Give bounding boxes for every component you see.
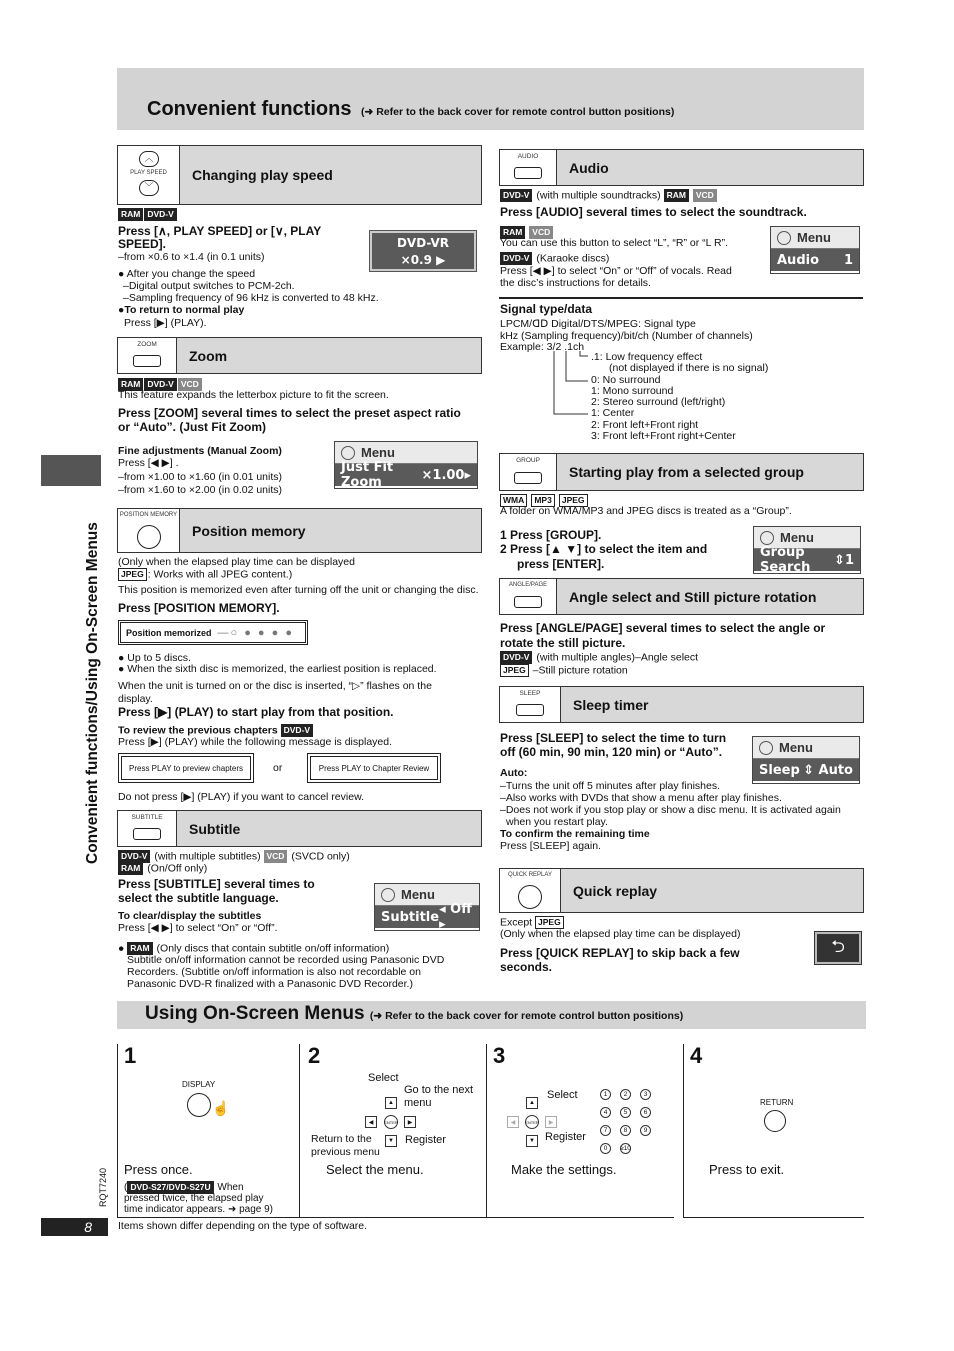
speed-note-1: ● After you change the speed [118,268,256,280]
subtitle-note-2: Subtitle on/off information cannot be recorded using Panasonic DVD [127,954,445,966]
signal-head: Signal type/data [500,302,593,316]
step-2-number: 2 [308,1043,321,1068]
angle-line-2: JPEG –Still picture rotation [500,664,628,677]
subtitle-button-image [118,811,177,846]
audio-dvd-line: DVD-V (Karaoke discs) [500,252,609,265]
zoom-button-shape [133,355,161,367]
numeric-keypad-icon: 1 2 3 4 5 6 7 8 9 0 ≥10 [600,1089,660,1154]
signal-line-3: Example: 3/2 .1ch [500,341,585,353]
group-button-shape [514,472,542,484]
sleep-instruction-2: off (60 min, 90 min, 120 min) or “Auto”. [500,745,723,759]
signal-item-2: 0: No surround [591,374,661,386]
subtitle-line-2: RAM (On/Off only) [118,862,207,875]
subtitle-osd: Menu Subtitle ◂ Off ▸ [374,883,480,931]
page-number: 8 [41,1218,108,1236]
audio-instruction: Press [AUDIO] several times to select the soundtrack. [500,205,807,219]
angle-line-1: DVD-V (with multiple angles)–Angle select [500,651,698,664]
position-indicator: Position memorized —○ ● ● ● ● [120,622,306,643]
signal-line-2: kHz (Sampling frequency)/bit/ch (Number of channels) [500,330,753,342]
step-1-number: 1 [124,1043,137,1068]
subtitle-clear-text: Press [◀ ▶] to select “On” or “Off”. [118,922,278,934]
section-play-speed [117,145,482,205]
step-2-caption: Select the menu. [326,1162,424,1177]
header-subtitle: (➜ Refer to the back cover for remote control button positions) [361,106,675,118]
group-step-1: 1 Press [GROUP]. [500,528,602,542]
position-instruction: Press [POSITION MEMORY]. [118,601,280,615]
signal-bracket-lines [550,351,595,419]
position-memory-title: Position memory [192,522,306,539]
sleep-auto-2: –Also works with DVDs that show a menu after play finishes. [500,792,782,804]
document-code: RQT7240 [98,1168,108,1208]
sleep-confirm-head: To confirm the remaining time [500,828,650,840]
audio-dvd-text-2: Press [◀ ▶] to select “On” or “Off” of vocals. Read [500,265,732,277]
position-line-3: This position is memorized even after turning off the unit or changing the disc. [118,584,479,596]
dpad-down-icon: ▼ [526,1135,538,1147]
quick-replay-label: QUICK REPLAY [508,872,552,878]
section-quick-replay [499,868,864,913]
step-3-register-label: Register [545,1131,586,1143]
step-1-note-2: pressed twice, the elapsed play [124,1193,264,1204]
review-message-2: Press PLAY to Chapter Review [310,756,438,780]
zoom-instruction-2: or “Auto”. (Just Fit Zoom) [118,420,266,434]
menu-icon [381,888,395,902]
dpad-up-icon: ▲ [385,1097,397,1109]
section-audio [499,149,864,186]
menu-icon [341,446,355,460]
sleep-button-image [500,687,561,722]
quick-instruction: Press [QUICK REPLAY] to skip back a few [500,946,740,960]
sleep-label: SLEEP [519,690,541,697]
section-position-memory [117,508,482,553]
dpad-right-icon: ▶ [404,1116,416,1128]
position-line-1: (Only when the elapsed play time can be displayed [118,556,355,568]
speed-return-head: ●To return to normal play [118,304,245,316]
play-speed-label: PLAY SPEED [130,170,167,176]
subtitle-clear-head: To clear/display the subtitles [118,910,262,922]
subtitle-instruction-2: select the subtitle language. [118,891,279,905]
audio-tags-2: RAM VCD [500,226,554,239]
hand-pointer-icon: ☝ [212,1100,230,1116]
divider [499,297,863,299]
quick-replay-button-image [500,869,561,912]
quick-line-1: Except JPEG [500,916,565,929]
review-or: or [273,762,283,774]
step-1-note-1: ( DVD-S27/DVD-S27U When [124,1182,244,1194]
angle-label: ANGLE/PAGE [508,582,548,588]
speed-osd-title: DVD-VR [396,236,450,250]
sidebar-marker [41,455,101,486]
audio-ram-text: You can use this button to select “L”, “R” or “L R”. [500,237,728,249]
section-zoom [117,337,482,374]
sleep-auto-4: when you restart play. [506,816,608,828]
return-button-label: RETURN [760,1098,794,1107]
subtitle-note-4: Panasonic DVD-R finalized with a Panasonic DVD Recorder.) [127,978,413,990]
signal-item-0: .1: Low frequency effect [591,351,703,363]
enter-button-icon: ENTER [384,1115,398,1129]
page-title: Convenient functions (➜ Refer to the back cover for remote control button positions) [147,98,675,120]
speed-note-3: –Sampling frequency of 96 kHz is converted to 48 kHz. [123,292,379,304]
subtitle-title: Subtitle [189,820,241,837]
position-memory-label: POSITION MEMORY [119,512,178,518]
sleep-auto-head: Auto: [500,767,528,779]
subtitle-note-1: ● RAM (Only discs that contain subtitle on/off information) [118,942,390,955]
quick-line-2: (Only when the elapsed play time can be displayed) [500,928,741,940]
audio-button-image [500,150,557,185]
sleep-instruction: Press [SLEEP] to select the time to turn [500,731,727,745]
angle-button-shape [514,596,542,608]
quick-replay-icon: ⮌ [815,932,861,964]
speed-range: –from ×0.6 to ×1.4 (in 0.1 units) [118,251,265,263]
dpad-left-icon: ◀ [365,1116,377,1128]
group-step-2: 2 Press [▲ ▼] to select the item and [500,542,708,556]
step-3-number: 3 [493,1043,506,1068]
step-4-caption: Press to exit. [709,1162,785,1177]
section-group [499,453,864,491]
speed-note-2: –Digital output switches to PCM-2ch. [123,280,295,292]
sleep-osd: Menu Sleep ⇕ Auto [752,736,860,784]
subtitle-button-shape [133,828,161,840]
enter-button-icon: ENTER [525,1115,539,1129]
group-title: Starting play from a selected group [569,464,804,480]
sleep-auto-3: –Does not work if you stop play or show a disc menu. It is activated again [500,804,841,816]
audio-osd: Menu Audio 1 [770,226,860,274]
group-osd: Menu Group Search ⇕1 [753,526,861,574]
speed-return-text: Press [▶] (PLAY). [124,317,207,329]
play-speed-button-image [118,146,180,204]
position-para-1: When the unit is turned on or the disc is inserted, “▷” flashes on the [118,680,432,692]
step-2-return-label-2: previous menu [311,1146,380,1158]
step-2-register-label: Register [405,1134,446,1146]
step-1-note-3: time indicator appears. ➜ page 9) [124,1204,274,1215]
dpad-up-icon: ▲ [526,1097,538,1109]
signal-item-7: 3: Front left+Front right+Center [591,430,736,442]
step-1-caption: Press once. [124,1162,193,1177]
position-memory-button-shape [137,525,161,549]
zoom-osd: Menu Just Fit Zoom ×1.00▸ [334,441,478,489]
zoom-label: ZOOM [137,341,157,348]
side-label: Convenient functions/Using On-Screen Menus [84,522,101,864]
step-4-number: 4 [690,1043,703,1068]
review-message-1: Press PLAY to preview chapters [121,756,251,780]
down-arrow-icon: ﹀ [139,180,159,196]
menu-icon [777,231,791,245]
step-2-next-label: Go to the next [404,1084,474,1096]
step-2-return-label: Return to the [311,1133,372,1145]
group-label: GROUP [516,457,540,464]
angle-instruction: Press [ANGLE/PAGE] several times to select the angle or [500,621,826,635]
return-button-icon [764,1110,786,1132]
step-3-select-label: Select [547,1089,578,1101]
zoom-button-image [118,338,177,373]
position-review-text: Press [▶] (PLAY) while the following message is displayed. [118,736,392,748]
step-2-select-label: Select [368,1072,399,1084]
play-speed-title: Changing play speed [192,167,333,183]
group-desc: A folder on WMA/MP3 and JPEG discs is treated as a “Group”. [500,505,792,517]
zoom-tags: RAM DVD-V VCD [118,378,203,391]
position-bullet-2: ● When the sixth disc is memorized, the earliest position is replaced. [118,663,437,675]
audio-button-shape [514,167,542,179]
menu-icon [759,741,773,755]
up-arrow-icon: ︿ [139,151,159,167]
angle-title: Angle select and Still picture rotation [569,588,817,605]
step-3-caption: Make the settings. [511,1162,617,1177]
zoom-desc: This feature expands the letterbox picture to fit the screen. [118,389,389,401]
menus-subtitle: (➜ Refer to the back cover for remote control button positions) [369,1010,684,1022]
speed-instruction: Press [∧, PLAY SPEED] or [∨, PLAY [118,224,322,238]
footer-note: Items shown differ depending on the type of software. [118,1220,368,1232]
step-2-frame [299,1044,486,1218]
speed-osd [370,231,476,271]
menus-title: Using On-Screen Menus (➜ Refer to the back cover for remote control button positions) [145,1003,684,1024]
dpad-left-icon: ◀ [507,1116,519,1128]
sleep-title: Sleep timer [573,696,649,713]
signal-item-3: 1: Mono surround [591,385,674,397]
audio-title: Audio [569,159,609,176]
angle-button-image [500,579,557,614]
group-step-2b: press [ENTER]. [517,557,605,571]
tag-ram: RAM [118,208,143,221]
sleep-confirm-text: Press [SLEEP] again. [500,840,601,852]
menu-icon [760,531,774,545]
zoom-title: Zoom [189,347,228,364]
dpad-down-icon: ▼ [385,1135,397,1147]
subtitle-note-3: Recorders. (Subtitle on/off information is also not recordable on [127,966,421,978]
position-review-head: To review the previous chapters DVD-V [118,724,314,737]
speed-osd-value: ×0.9 ▶ [400,253,446,267]
section-sleep [499,686,864,723]
sleep-button-shape [516,704,544,716]
zoom-fine-2: –from ×1.00 to ×1.60 (in 0.01 units) [118,471,283,483]
subtitle-instruction: Press [SUBTITLE] several times to [118,877,315,891]
audio-dvd-text-3: the disc’s instructions for details. [500,277,651,289]
dpad-right-icon: ▶ [545,1116,557,1128]
section-angle [499,578,864,615]
zoom-fine-3: –from ×1.60 to ×2.00 (in 0.02 units) [118,484,283,496]
position-para-2: display. [118,693,153,705]
group-tags: WMA MP3 JPEG [500,494,589,507]
position-play-instruction: Press [▶] (PLAY) to start play from that position. [118,705,394,719]
position-bullet-1: ● Up to 5 discs. [118,652,191,664]
tag-dvdv: DVD-V [144,208,176,221]
speed-instruction-2: SPEED]. [118,237,167,251]
signal-item-1: (not displayed if there is no signal) [609,362,769,374]
audio-line-1: DVD-V (with multiple soundtracks) RAM VCD [500,189,718,202]
signal-item-5: 1: Center [591,407,635,419]
signal-item-4: 2: Stereo surround (left/right) [591,396,726,408]
position-line-2: JPEG : Works with all JPEG content.) [118,568,292,581]
quick-instruction-2: seconds. [500,960,553,974]
signal-item-6: 2: Front left+Front right [591,419,699,431]
group-button-image [500,454,557,490]
audio-label: AUDIO [517,153,539,160]
position-cancel: Do not press [▶] (PLAY) if you want to cancel review. [118,791,364,803]
position-memory-button-image [118,509,180,552]
signal-line-1: LPCM/ᗡᗞ Digital/DTS/MPEG: Signal type [500,318,696,330]
subtitle-line-1: DVD-V (with multiple subtitles) VCD (SVCD only) [118,850,350,863]
angle-instruction-2: rotate the still picture. [500,636,626,650]
section-subtitle [117,810,482,847]
speed-tags [118,208,178,221]
display-button-icon [187,1093,211,1117]
zoom-fine-1: Press [◀ ▶] . [118,457,179,469]
quick-replay-title: Quick replay [573,882,658,899]
zoom-fine-head: Fine adjustments (Manual Zoom) [118,445,282,457]
subtitle-label: SUBTITLE [131,814,163,821]
sleep-auto-1: –Turns the unit off 5 minutes after play finishes. [500,780,721,792]
display-button-label: DISPLAY [182,1080,216,1089]
disc-dots-icon: —○ ● ● ● ● [217,626,294,639]
quick-replay-button-shape [518,885,542,909]
step-2-next-label-2: menu [404,1097,432,1109]
zoom-instruction: Press [ZOOM] several times to select the preset aspect ratio [118,406,461,420]
